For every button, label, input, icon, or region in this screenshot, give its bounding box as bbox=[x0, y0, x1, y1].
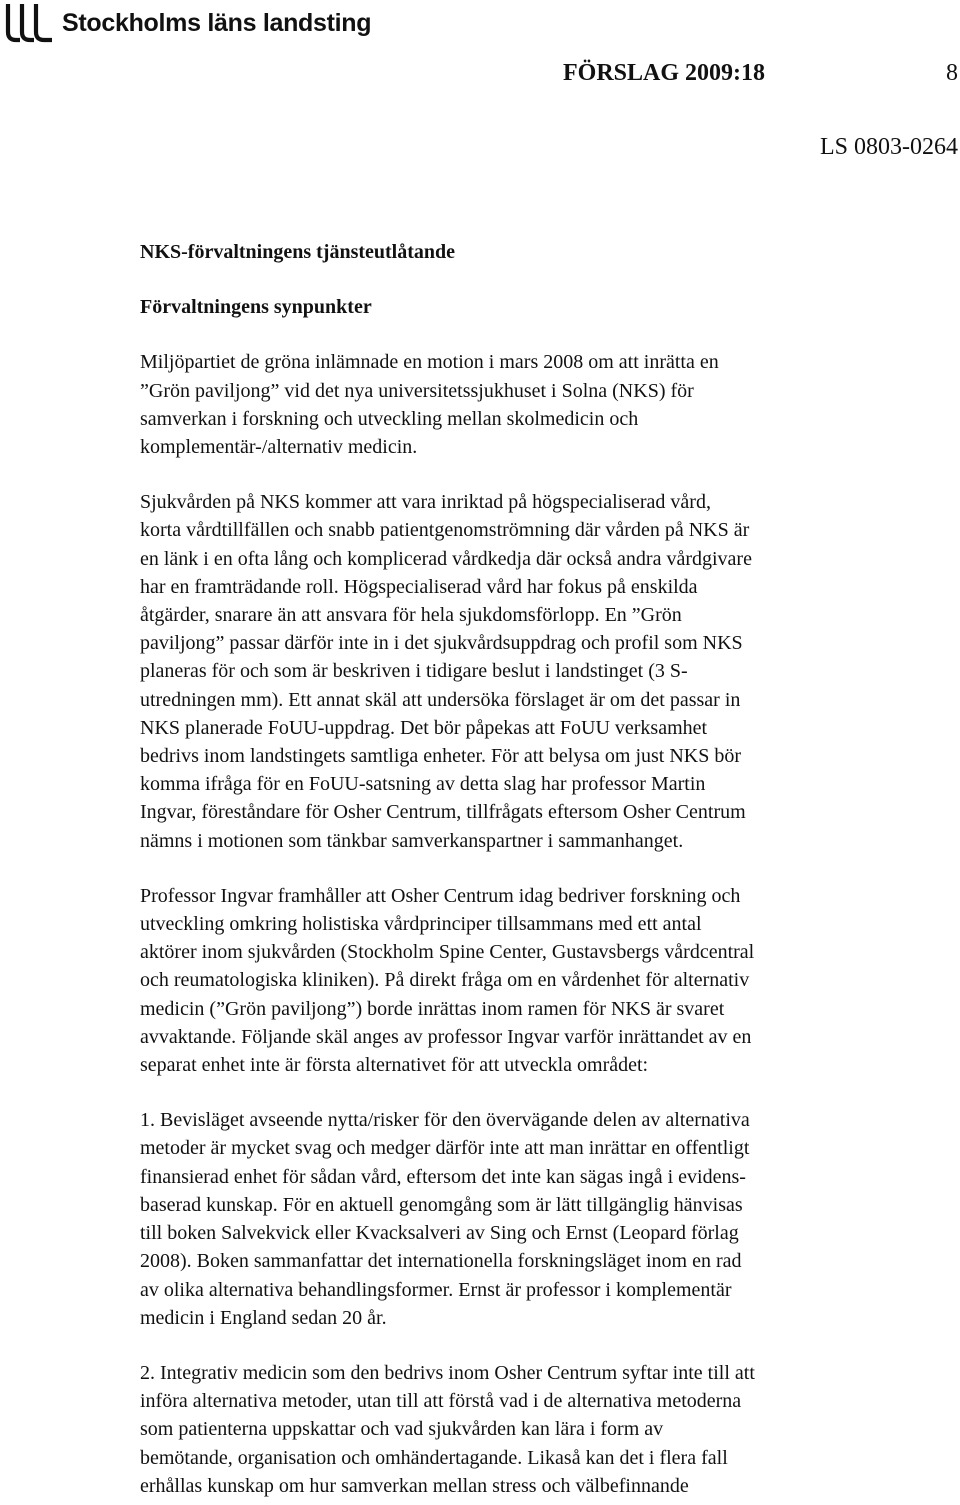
text-line: 2008). Boken sammanfattar det internationella forskningsläget inom en rad bbox=[140, 1250, 742, 1273]
paragraph-motion bbox=[140, 348, 900, 461]
text-line: aktörer inom sjukvården (Stockholm Spine Center, Gustavsbergs vårdcentral bbox=[140, 941, 755, 964]
text-line: en länk i en ofta lång och komplicerad vårdkedja där också andra vårdgivare bbox=[140, 547, 752, 570]
text-line: planeras för och som är beskriven i tidigare beslut i landstinget (3 S- bbox=[140, 660, 688, 683]
text-line: korta vårdtillfällen och snabb patientgenomströmning där vården på NKS är bbox=[140, 519, 750, 542]
text-line: åtgärder, snarare än att ansvara för hela sjukdomsförlopp. En ”Grön bbox=[140, 604, 682, 627]
text-line: Professor Ingvar framhåller att Osher Centrum idag bedriver forskning och bbox=[140, 884, 741, 907]
text-line: har en framträdande roll. Högspecialiserad vård har fokus på enskilda bbox=[140, 575, 698, 598]
text-line: Miljöpartiet de gröna inlämnade en motion i mars 2008 om att inrätta en bbox=[140, 351, 719, 374]
paragraph-reason-2 bbox=[140, 1359, 900, 1500]
text-line: utredningen mm). Ett annat skäl att undersöka förslaget är om det passar in bbox=[140, 688, 741, 711]
text-line: 1. Bevisläget avseende nytta/risker för den övervägande delen av alternativa bbox=[140, 1109, 750, 1132]
text-line: medicin i England sedan 20 år. bbox=[140, 1306, 387, 1329]
page-number: 8 bbox=[946, 60, 958, 86]
text-line: separat enhet inte är första alternativet för att utveckla området: bbox=[140, 1054, 649, 1077]
text-line: som patienterna uppskattar och vad sjukvården kan lära i form av bbox=[140, 1418, 664, 1441]
text-line: nämns i motionen som tänkbar samverkanspartner i sammanhanget. bbox=[140, 829, 684, 852]
paragraph-nks-care bbox=[140, 488, 900, 855]
text-line: Ingvar, föreståndare för Osher Centrum, tillfrågats eftersom Osher Centrum bbox=[140, 801, 746, 824]
text-line: komma ifråga för en FoUU-satsning av detta slag har professor Martin bbox=[140, 773, 706, 796]
county-council-logo-icon bbox=[4, 2, 54, 44]
text-line: Sjukvården på NKS kommer att vara inriktad på högspecialiserad vård, bbox=[140, 491, 711, 514]
text-line: erhållas kunskap om hur samverkan mellan stress och välbefinnande bbox=[140, 1474, 689, 1497]
paragraph-professor-ingvar bbox=[140, 882, 900, 1079]
text-line: och reumatologiska kliniken). På direkt fråga om en vårdenhet för alternativ bbox=[140, 969, 750, 992]
text-line: metoder är mycket svag och medger därför inte att man inrättar en offentligt bbox=[140, 1137, 750, 1160]
organization-name: Stockholms läns landsting bbox=[62, 8, 372, 37]
text-line: komplementär-/alternativ medicin. bbox=[140, 436, 418, 459]
text-line: av olika alternativa behandlingsformer. Ernst är professor i komplementär bbox=[140, 1278, 732, 1301]
text-line: utveckling omkring holistiska vårdprinciper tillsammans med ett antal bbox=[140, 913, 702, 936]
document-reference: LS 0803-0264 bbox=[820, 134, 958, 160]
text-line: samverkan i forskning och utveckling mellan skolmedicin och bbox=[140, 407, 639, 430]
heading-administration-views: Förvaltningens synpunkter bbox=[140, 296, 372, 319]
text-line: till boken Salvekvick eller Kvacksalveri av Sing och Ernst (Leopard förlag bbox=[140, 1222, 739, 1245]
organization-logo bbox=[4, 2, 371, 44]
text-line: bemötande, organisation och omhändertagande. Likaså kan det i flera fall bbox=[140, 1446, 728, 1469]
text-line: NKS planerade FoUU-uppdrag. Det bör påpekas att FoUU verksamhet bbox=[140, 716, 708, 739]
text-line: ”Grön paviljong” vid det nya universitetssjukhuset i Solna (NKS) för bbox=[140, 379, 694, 402]
text-line: införa alternativa metoder, utan till att förstå vad i de alternativa metoderna bbox=[140, 1390, 742, 1413]
text-line: finansierad enhet för sådan vård, eftersom det inte kan sägas ingå i evidens- bbox=[140, 1165, 746, 1188]
document-title: FÖRSLAG 2009:18 bbox=[563, 60, 766, 86]
heading-statement: NKS-förvaltningens tjänsteutlåtande bbox=[140, 241, 456, 263]
text-line: paviljong” passar därför inte in i det sjukvårdsuppdrag och profil som NKS bbox=[140, 632, 743, 655]
text-line: medicin (”Grön paviljong”) borde inrättas inom ramen för NKS är svaret bbox=[140, 997, 725, 1020]
text-line: bedrivs inom landstingets samtliga enheter. För att belysa om just NKS bör bbox=[140, 745, 742, 768]
text-line: baserad kunskap. För en aktuell genomgång som är lätt tillgänglig hänvisas bbox=[140, 1193, 743, 1216]
text-line: 2. Integrativ medicin som den bedrivs inom Osher Centrum syftar inte till att bbox=[140, 1361, 755, 1384]
paragraph-reason-1 bbox=[140, 1106, 900, 1332]
text-line: avvaktande. Följande skäl anges av professor Ingvar varför inrättandet av en bbox=[140, 1025, 752, 1048]
document-body bbox=[140, 238, 900, 1500]
